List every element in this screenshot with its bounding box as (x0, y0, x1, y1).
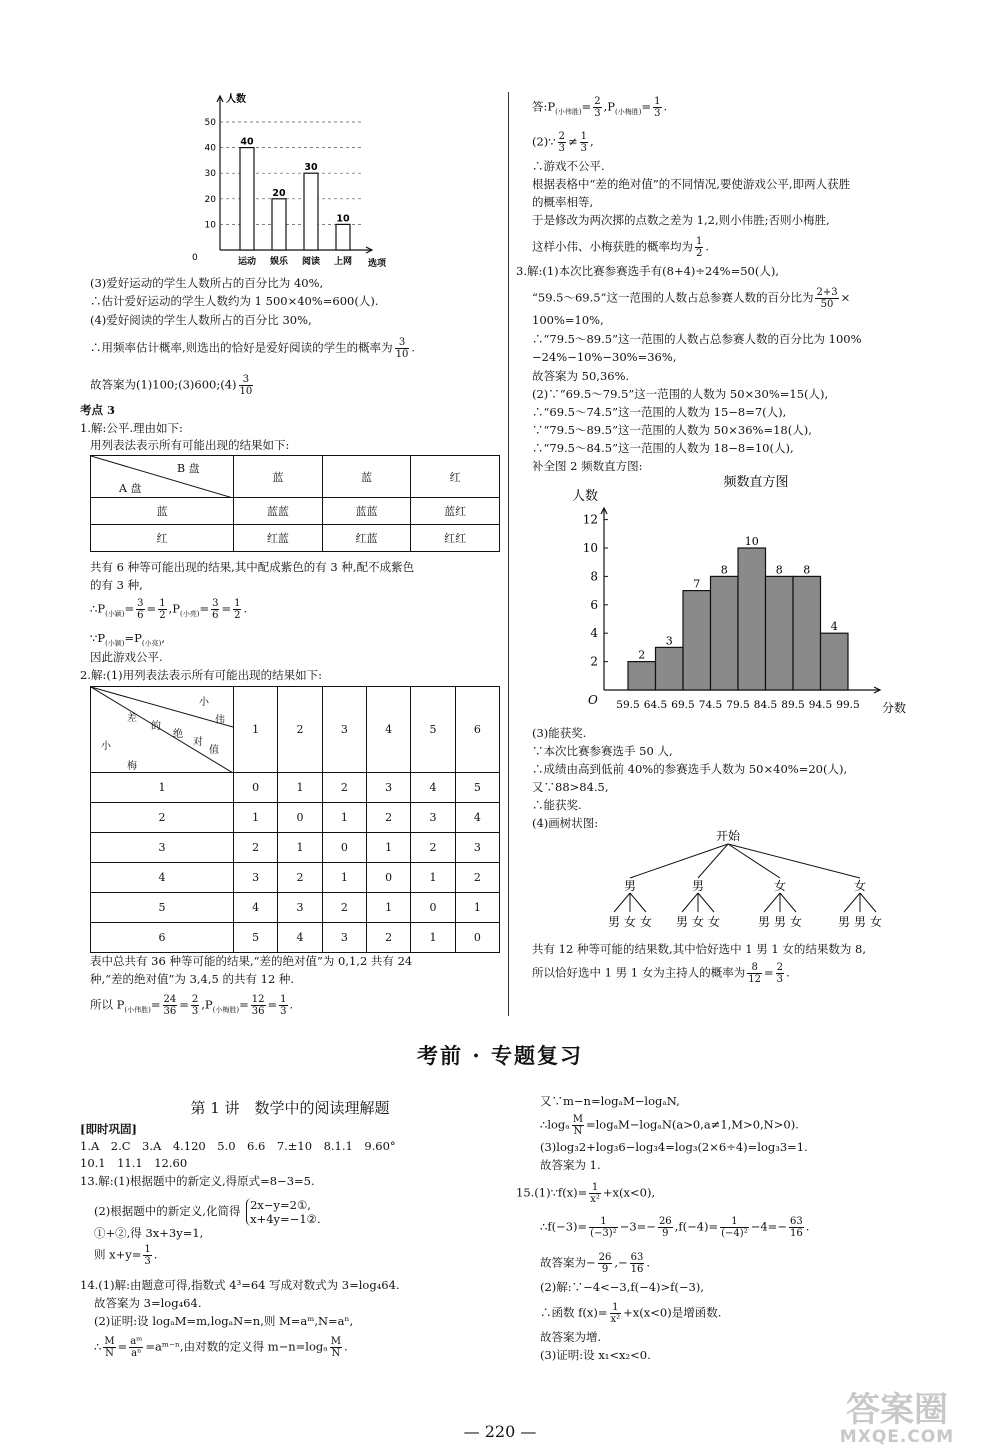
q2-cell: 4 (278, 923, 322, 953)
q1-cell: 红红 (411, 525, 500, 552)
page-number: — 220 — (463, 1422, 537, 1441)
q2-col-header: 2 (278, 687, 322, 773)
q2-cell: 2 (366, 803, 410, 833)
bar-data-label: 20 (272, 187, 286, 199)
tree-diagram (560, 826, 900, 938)
q2-cell: 4 (234, 893, 278, 923)
section-title: 考前 · 专题复习 (417, 1043, 583, 1068)
q2-cell: 3 (322, 923, 366, 953)
x-tick-label: 89.5 (781, 699, 805, 711)
q2-cell: 2 (366, 923, 410, 953)
y-tick-label: 50 (204, 118, 216, 128)
q1-cell: 红蓝 (322, 525, 411, 552)
y-axis-label: 人数 (226, 94, 246, 105)
q2-cell: 0 (234, 773, 278, 803)
q1-corner-cell: B 盘 A 盘 (91, 456, 234, 498)
y-tick-label: 12 (582, 512, 598, 527)
right-line-neq: (2)∵ $\frac{2}{3}$ ≠ $\frac{1}{3}$ , (532, 131, 594, 154)
chart-title: 频数直方图 (723, 475, 789, 490)
bar (240, 148, 254, 250)
q2-cell: 2 (411, 833, 455, 863)
q2-prob-line: 所以 $P_{(小伟胜)}=$ $\frac{24}{36}$ = $\frac{2}{3}$ $,P_{(小梅胜)}=$ $\frac{12}{36}$ = $\frac{1}{3}$ . (90, 994, 294, 1017)
bar-data-label: 10 (744, 535, 759, 548)
q2-cell: 0 (366, 863, 410, 893)
left-line-2: ∴估计爱好运动的学生人数约为 1 500×40%=600(人). (90, 294, 379, 308)
x-tick-label: 99.5 (836, 699, 860, 711)
q2-cell: 4 (455, 803, 499, 833)
x-tick-label: 74.5 (698, 699, 723, 711)
q2-row-header: 1 (91, 773, 234, 803)
q2-col-header: 1 (234, 687, 278, 773)
lr-line-11: (3)证明:设 x₁<x₂<0. (540, 1348, 651, 1362)
q2-row-header: 4 (91, 863, 234, 893)
x-axis-label: 选项 (368, 259, 387, 269)
q1-col-header: 蓝 (234, 456, 323, 498)
right-line: ∴游戏不公平. (532, 159, 605, 173)
q3-line: 补全图 2 频数直方图: (532, 459, 643, 473)
histogram-scores (560, 470, 920, 720)
right-line-equal: 这样小伟、小梅获胜的概率均为 $\frac{1}{2}$ . (532, 236, 710, 259)
q2-cell: 1 (455, 893, 499, 923)
q2-col-header: 4 (366, 687, 410, 773)
q14-line-d: ∴ $\frac{M}{N}$ = $\frac{\text{aᵐ}}{\text{aⁿ}}$ =aᵐ⁻ⁿ,由对数的定义得 m−n=logₐ $\frac{M}{N}$ . (94, 1336, 348, 1359)
q2-cell: 1 (366, 833, 410, 863)
q2-after-1: 表中总共有 36 种等可能的结果,“差的绝对值”为 0,1,2 共有 24 (90, 954, 413, 968)
right-answer-line: 答$:P_{(小伟胜)}=$ $\frac{2}{3}$ $,P_{(小梅胜)}=$ $\frac{1}{3}$ . (532, 96, 668, 119)
bar-data-label: 8 (803, 563, 811, 577)
q1-intro: 用列表法表示所有可能出现的结果如下: (90, 438, 290, 452)
bar-data-label: 40 (240, 136, 254, 148)
q2-col-header: 3 (322, 687, 366, 773)
tree-node-level2: 男 (773, 915, 787, 929)
lr-line-6: ∴f(−3)= $\frac{1}{\text{(−3)²}}$ −3=− $\frac{26}{9}$ ,f(−4)= $\frac{1}{\text{(−4)²}}$ −4=− $\frac{63}{16}$ . (540, 1216, 810, 1239)
bar-data-label: 8 (720, 563, 728, 577)
q3-line: 100%=10%, (532, 313, 604, 327)
y-tick-label: 10 (582, 541, 598, 555)
q1-head: 1.解:公平.理由如下: (80, 421, 183, 435)
q1-cell: 红蓝 (234, 525, 323, 552)
q2-cell: 1 (234, 803, 278, 833)
q1-cell: 蓝红 (411, 498, 500, 525)
histogram-bar (793, 576, 821, 690)
y-tick-label: 20 (204, 194, 216, 205)
bar (304, 173, 318, 250)
q1-after-2: 的有 3 种, (90, 578, 143, 592)
q1-row-header: 红 (91, 525, 234, 552)
q14-line-a: 14.(1)解:由题意可得,指数式 4³=64 写成对数式为 3=log₄64. (80, 1278, 400, 1292)
q2-corner-cell: 差 的 绝 对 值 小 伟 小 梅 (91, 687, 234, 773)
tree-branch (844, 893, 860, 912)
q2-row-header: 5 (91, 893, 234, 923)
q1-cell: 蓝蓝 (322, 498, 411, 525)
tree-branch (780, 893, 796, 912)
x-tick-label: 64.5 (643, 699, 668, 711)
bar-data-label: 7 (693, 577, 701, 591)
q3b-line: ∴能获奖. (532, 798, 582, 812)
q2-cell: 3 (278, 893, 322, 923)
tree-node-level2: 女 (789, 915, 803, 929)
tree-node-level1: 男 (623, 879, 637, 893)
q3-line: −24%−10%−30%=36%, (532, 350, 677, 364)
q2-col-header: 5 (411, 687, 455, 773)
y-tick-label: 2 (590, 654, 598, 669)
bar-data-label: 4 (830, 620, 838, 634)
y-tick-label: 40 (204, 143, 216, 154)
q2-cell: 2 (234, 833, 278, 863)
x-category-label: 娱乐 (269, 257, 289, 267)
bar-data-label: 3 (665, 634, 673, 648)
origin-label: O (588, 693, 598, 707)
tree-node-level2: 男 (757, 915, 771, 929)
tree-branch (764, 893, 780, 912)
bar (336, 224, 350, 250)
tree-branch (698, 893, 714, 912)
q14-line-c: (2)证明:设 logₐM=m,logₐN=n,则 M=aᵐ,N=aⁿ, (94, 1314, 354, 1328)
q2-cell: 1 (322, 803, 366, 833)
q3-line: 故答案为 50,36%. (532, 369, 630, 383)
q1-prob-line: $\therefore P_{(小颖)}=$ $\frac{3}{6}$ = $\frac{1}{2}$ $,P_{(小亮)}=$ $\frac{3}{6}$ = $\frac{1}{2}$ . (90, 598, 248, 621)
q2-cell: 2 (455, 863, 499, 893)
tree-node-level1: 女 (853, 879, 867, 893)
q2-cell: 2 (322, 773, 366, 803)
q2-cell: 5 (455, 773, 499, 803)
bar-data-label: 2 (638, 648, 646, 662)
right-line: 根据表格中“差的绝对值”的不同情况,要使游戏公平,即两人获胜 (532, 177, 851, 191)
tree-branch (860, 893, 876, 912)
answer-line: 故答案为(1)100;(3)600;(4) $\frac{3}{10}$ (90, 374, 253, 397)
bar-data-label: 10 (336, 213, 350, 225)
x-axis-label: 分数 (882, 701, 907, 715)
q2-cell: 1 (278, 773, 322, 803)
histogram-bar (738, 548, 766, 690)
q14-line-b: 故答案为 3=log₄64. (94, 1296, 202, 1310)
q2-cell: 0 (322, 833, 366, 863)
q2-cell: 1 (411, 923, 455, 953)
x-tick-label: 94.5 (808, 699, 833, 711)
x-tick-label: 69.5 (671, 699, 695, 711)
q2-cell: 1 (366, 893, 410, 923)
q3b-line: ∴成绩由高到低前 40%的参赛选手人数为 50×40%=20(人), (532, 762, 848, 776)
q2-cell: 1 (322, 863, 366, 893)
x-category-label: 阅读 (301, 257, 321, 267)
tree-branch (728, 844, 780, 878)
lr-line-10: 故答案为增. (540, 1330, 602, 1344)
lr-line-9: ∴函数 f(x)= $\frac{1}{\text{x²}}$ +x(x<0)是增函数. (540, 1302, 722, 1325)
q2-cell: 3 (455, 833, 499, 863)
q1-col-header: 红 (411, 456, 500, 498)
lr-line-2: ∴logₐ $\frac{M}{N}$ =logₐM−logₐN(a>0,a≠1,M>0,N>0). (540, 1114, 799, 1137)
y-tick-label: 4 (590, 626, 598, 641)
tree-node-level2: 女 (869, 915, 883, 929)
x-category-label: 运动 (237, 257, 257, 267)
y-tick-label: 8 (590, 569, 598, 584)
answers-line-1: 1.A 2.C 3.A 4.120 5.0 6.6 7.±10 8.1.1 9.60° (80, 1139, 396, 1153)
right-line: 的概率相等, (532, 195, 594, 209)
tree-node-level1: 男 (691, 879, 705, 893)
q1-after-1: 共有 6 种等可能出现的结果,其中配成紫色的有 3 种,配不成紫色 (90, 560, 415, 574)
histogram-bar (821, 633, 849, 690)
lr-line-1: 又∵m−n=logₐM−logₐN, (540, 1094, 680, 1108)
x-tick-label: 59.5 (616, 699, 640, 711)
q2-cell: 0 (455, 923, 499, 953)
bar-data-label: 8 (775, 563, 783, 577)
tree-branch (728, 844, 860, 878)
kaodian-heading: 考点 3 (80, 403, 116, 417)
tree-branch (614, 893, 630, 912)
q1-because: $\because P_{(小颖)}=P_{(小亮)}$, (90, 631, 166, 648)
q1-conclusion: 因此游戏公平. (90, 650, 163, 664)
q2-cell: 3 (234, 863, 278, 893)
histogram-bar (711, 576, 739, 690)
x-tick-label: 84.5 (753, 699, 778, 711)
q3c-line-2: 所以恰好选中 1 男 1 女为主持人的概率为 $\frac{8}{12}$ = $\frac{2}{3}$ . (532, 962, 790, 985)
q1-row-header: 蓝 (91, 498, 234, 525)
bar-data-label: 30 (304, 162, 318, 174)
q2-row-header: 3 (91, 833, 234, 863)
lr-line-7: 故答案为− $\frac{26}{9}$ ,− $\frac{63}{16}$ . (540, 1252, 651, 1275)
tree-branch (630, 893, 646, 912)
tree-node-level2: 女 (639, 915, 653, 929)
y-tick-label: 30 (204, 169, 216, 180)
tree-node-level2: 男 (837, 915, 851, 929)
q3b-line: (4)画树状图: (532, 816, 599, 830)
histogram-bar (656, 647, 684, 690)
q2-col-header: 6 (455, 687, 499, 773)
tree-node-level2: 女 (691, 915, 705, 929)
q1-cell: 蓝蓝 (234, 498, 323, 525)
q3-line: ∴“79.5～84.5”这一范围的人数为 18−8=10(人), (532, 441, 794, 455)
q3b-line: (3)能获奖. (532, 726, 587, 740)
q3-line: ∴“69.5～74.5”这一范围的人数为 15−8=7(人), (532, 405, 787, 419)
q2-table (90, 686, 500, 953)
tree-node-level2: 男 (607, 915, 621, 929)
q2-row-header: 2 (91, 803, 234, 833)
tree-node-level2: 男 (853, 915, 867, 929)
lr-line-3: (3)log₃2+log₃6−log₃4=log₃(2×6÷4)=log₃3=1. (540, 1140, 808, 1154)
q3-line: ∴“79.5～89.5”这一范围的人数占总参赛人数的百分比为 100% (532, 332, 862, 346)
prob-reading-line: ∴用频率估计概率,则选出的恰好是爱好阅读的学生的概率为 $\frac{3}{10}$ . (90, 337, 416, 360)
q13-line-d: 则 x+y= $\frac{1}{3}$ . (94, 1244, 158, 1267)
q3b-line: ∵本次比赛参赛选手 50 人, (532, 744, 673, 758)
q13-line-a: 13.解:(1)根据题中的新定义,得原式=8−3=5. (80, 1174, 315, 1188)
x-category-label: 上网 (333, 257, 353, 267)
q1-col-header: 蓝 (322, 456, 411, 498)
bar (272, 199, 286, 250)
answers-line-2: 10.1 11.1 12.60 (80, 1156, 188, 1170)
q3-line-1: 3.解:(1)本次比赛参赛选手有(8+4)÷24%=50(人), (516, 264, 779, 278)
q13-line-b: (2)根据题中的新定义,化简得 2x−y=2①, x+4y=−1②. (94, 1198, 321, 1226)
lecture-title: 第 1 讲 数学中的阅读理解题 (190, 1099, 390, 1117)
fraction: $\frac{3}{10}$ (395, 337, 409, 360)
q2-head: 2.解:(1)用列表法表示所有可能出现的结果如下: (80, 668, 323, 682)
q2-cell: 3 (366, 773, 410, 803)
q2-after-2: 种,“差的绝对值”为 3,4,5 的共有 12 种. (90, 972, 295, 986)
tree-branch (682, 893, 698, 912)
x-tick-label: 79.5 (726, 699, 750, 711)
q2-cell: 2 (322, 893, 366, 923)
lr-line-8: (2)解:∵−4<−3,f(−4)>f(−3), (540, 1280, 705, 1294)
q3c-line-1: 共有 12 种等可能的结果数,其中恰好选中 1 男 1 女的结果数为 8, (532, 942, 866, 956)
left-line-3: (4)爱好阅读的学生人数所占的百分比 30%, (90, 313, 312, 327)
histogram-bar (628, 662, 656, 690)
q1-table (90, 455, 500, 552)
tree-node-level2: 女 (707, 915, 721, 929)
y-axis-label: 人数 (572, 489, 599, 504)
tree-node-level2: 男 (675, 915, 689, 929)
watermark-logo: 答案圈 MXQE.COM (839, 1390, 955, 1447)
q3b-line: 又∵88>84.5, (532, 780, 609, 794)
tree-root: 开始 (715, 829, 741, 843)
y-tick-label: 6 (590, 597, 598, 612)
prob-reading-text: ∴用频率估计概率,则选出的恰好是爱好阅读的学生的概率为 (90, 340, 393, 355)
q13-line-c: ①+②,得 3x+3y=1, (94, 1226, 204, 1240)
q3-line: ∵“79.5～89.5”这一范围的人数为 50×36%=18(人), (532, 423, 812, 437)
fraction: $\frac{3}{10}$ (239, 374, 253, 397)
left-line-1: (3)爱好运动的学生人数所占的百分比为 40%, (90, 276, 324, 290)
origin-label: 0 (192, 253, 198, 263)
q2-cell: 0 (411, 893, 455, 923)
q3-line: (2)∵“69.5～79.5”这一范围的人数为 50×30%=15(人), (532, 387, 829, 401)
column-divider (508, 92, 509, 1016)
histogram-bar (683, 591, 711, 690)
bar-chart-hobbies (190, 86, 410, 272)
lr-line-4: 故答案为 1. (540, 1158, 601, 1172)
y-tick-label: 10 (204, 220, 216, 231)
q2-cell: 1 (278, 833, 322, 863)
q3-line-2: “59.5～69.5”这一范围的人数占总参赛人数的百分比为 $\frac{2+3}{50}$ × (532, 287, 851, 310)
q2-cell: 0 (278, 803, 322, 833)
q2-row-header: 6 (91, 923, 234, 953)
q2-cell: 3 (411, 803, 455, 833)
histogram-bar (766, 576, 794, 690)
q2-cell: 5 (234, 923, 278, 953)
right-line: 于是修改为两次掷的点数之差为 1,2,则小伟胜;否则小梅胜, (532, 213, 830, 227)
q2-cell: 1 (411, 863, 455, 893)
q2-cell: 2 (278, 863, 322, 893)
lr-line-5: 15.(1)∵f(x)= $\frac{1}{\text{x²}}$ +x(x<0), (516, 1182, 656, 1205)
instant-tag: [即时巩固] (80, 1122, 137, 1136)
tree-node-level2: 女 (623, 915, 637, 929)
tree-node-level1: 女 (773, 879, 787, 893)
q2-cell: 4 (411, 773, 455, 803)
